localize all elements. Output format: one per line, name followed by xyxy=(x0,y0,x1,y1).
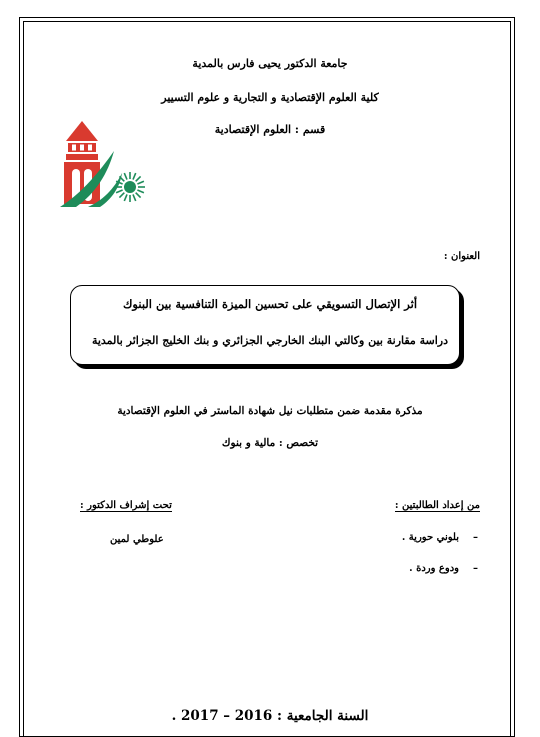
specialty: تخصص : مالية و بنوك xyxy=(221,437,319,449)
thesis-subtitle: دراسة مقارنة بين وكالتي البنك الخارجي الجزائري و بنك الخليج الجزائر بالمدية xyxy=(91,334,449,347)
supervisor-label: تحت إشراف الدكتور : xyxy=(80,500,172,511)
student-name: ودوع وردة . xyxy=(409,563,459,574)
prepared-by-label: من إعداد الطالبتين : xyxy=(394,500,480,511)
thesis-title: أثر الإتصال التسويقي على تحسين الميزة التنافسية بين البنوك xyxy=(122,297,418,311)
department-name: قسم : العلوم الإقتصادية xyxy=(214,123,326,136)
supervisor-name: علوطي لمين xyxy=(110,534,164,545)
bullet-dash: – xyxy=(473,532,478,543)
student-item xyxy=(409,563,478,574)
academic-year: السنة الجامعية : 2016 – 2017 . xyxy=(171,708,369,724)
title-label: العنوان : xyxy=(443,251,480,262)
faculty-name: كلية العلوم الإقتصادية و التجارية و علوم التسيير xyxy=(161,91,379,104)
student-name: بلوني حورية . xyxy=(401,532,459,543)
university-logo-icon xyxy=(52,113,148,209)
bullet-dash: – xyxy=(473,563,478,574)
memo-description: مذكرة مقدمة ضمن متطلبات نيل شهادة الماستر في العلوم الإقتصادية xyxy=(117,405,423,417)
university-name: جامعة الدكتور يحيى فارس بالمدية xyxy=(192,57,348,70)
student-item xyxy=(402,532,478,543)
